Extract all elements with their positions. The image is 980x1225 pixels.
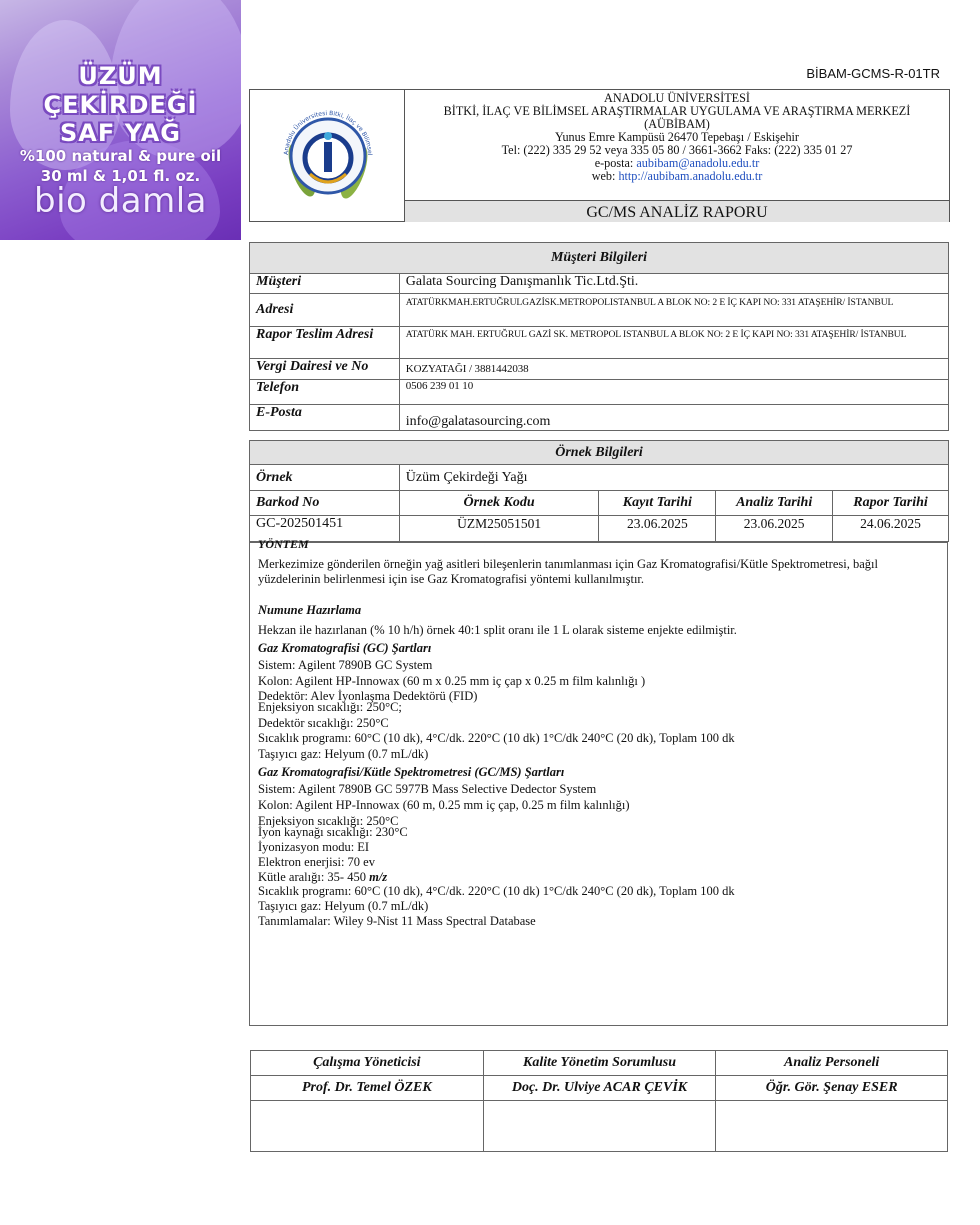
aubibam-logo-icon: [250, 90, 404, 221]
registration-date-value: 23.06.2025: [599, 516, 716, 542]
analysis-date-header: Analiz Tarihi: [716, 491, 833, 516]
customer-section-title: Müşteri Bilgileri: [250, 243, 949, 274]
customer-label: Müşteri: [250, 274, 400, 294]
barcode-value: GC-202501451: [250, 516, 400, 542]
method-intro-2: yüzdelerinin belirlenmesi için ise Gaz Kromatografisi yöntemi kullanılmıştır.: [258, 572, 645, 586]
gcms-line: Elektron enerjisi: 70 ev: [258, 855, 375, 869]
tax-office-label: Vergi Dairesi ve No: [250, 359, 400, 380]
institution-logo: [250, 90, 405, 221]
document-code: BİBAM-GCMS-R-01TR: [806, 66, 940, 81]
email-value: info@galatasourcing.com: [399, 405, 948, 431]
name-study-manager: Prof. Dr. Temel ÖZEK: [251, 1076, 484, 1101]
prep-title: Numune Hazırlama: [258, 603, 362, 617]
gcms-line: İyon kaynağı sıcaklığı: 230°C: [258, 825, 408, 839]
sample-value: Üzüm Çekirdeği Yağı: [399, 465, 948, 491]
phone-value: 0506 239 01 10: [399, 380, 948, 405]
gcms-line: Tanımlamalar: Wiley 9-Nist 11 Mass Spectral Database: [258, 914, 536, 928]
name-analysis-staff: Öğr. Gör. Şenay ESER: [716, 1076, 948, 1101]
email-label: E-Posta: [250, 405, 400, 431]
badge-line-5: 30 ml & 1,01 fl. oz.: [40, 167, 201, 185]
badge-line-2: ÇEKİRDEĞİ: [43, 91, 198, 119]
barcode-header: Barkod No: [250, 491, 400, 516]
customer-info-table: [249, 242, 949, 431]
gc-line: Enjeksiyon sıcaklığı: 250°C;: [258, 700, 402, 714]
mz-unit: m/z: [369, 870, 388, 884]
customer-value: Galata Sourcing Danışmanlık Tic.Ltd.Şti.: [399, 274, 948, 294]
inst-email-row: e-posta: aubibam@anadolu.edu.tr: [594, 156, 760, 170]
badge-line-1: ÜZÜM: [78, 62, 163, 90]
gcms-line: Sıcaklık programı: 60°C (10 dk), 4°C/dk. 220°C (10 dk) 1°C/dk 240°C (20 dk), Toplam 100 dk: [258, 884, 735, 898]
svg-text:Anadolu Üniversitesi Bitki, İl: Anadolu Üniversitesi Bitki, İlaç ve Bilimsel: [282, 109, 374, 156]
gcms-line: İyonizasyon modu: EI: [258, 840, 370, 854]
gcms-mass-range-line: Kütle aralığı: 35- 450 m/z: [258, 870, 388, 884]
gc-line: Taşıyıcı gaz: Helyum (0.7 mL/dk): [258, 747, 429, 761]
tax-office-value: KOZYATAĞI / 3881442038: [399, 359, 948, 380]
report-title: GC/MS ANALİZ RAPORU: [405, 200, 949, 222]
gcms-title: Gaz Kromatografisi/Kütle Spektrometresi (GC/MS) Şartları: [258, 765, 565, 779]
signature-cell: [483, 1101, 716, 1152]
inst-web-row: web: http://aubibam.anadolu.edu.tr: [591, 169, 763, 183]
institution-email-link[interactable]: aubibam@anadolu.edu.tr: [636, 156, 760, 170]
inst-line-2: BİTKİ, İLAÇ VE BİLİMSEL ARAŞTIRMALAR UYGULAMA VE ARAŞTIRMA MERKEZİ: [443, 104, 911, 118]
registration-date-header: Kayıt Tarihi: [599, 491, 716, 516]
address-value: ATATÜRKMAH.ERTUĞRULGAZİSK.METROPOLISTANBUL A BLOK NO: 2 E İÇ KAPI NO: 331 ATAŞEHİR/ İSTANBUL: [399, 294, 948, 327]
badge-line-4: %100 natural & pure oil: [19, 147, 222, 165]
method-section: [249, 537, 948, 1026]
sample-label: Örnek: [250, 465, 400, 491]
signature-cell: [716, 1101, 948, 1152]
delivery-address-label: Rapor Teslim Adresi: [250, 327, 400, 359]
sample-code-value: ÜZM25051501: [399, 516, 599, 542]
signature-cell: [251, 1101, 484, 1152]
sample-info-table: [249, 440, 949, 542]
method-intro-1: Merkezimize gönderilen örneğin yağ asitleri bileşenlerin tanımlanması için Gaz Kromatografisi/Kütle Spektrometresi, bağıl: [258, 557, 878, 571]
phone-label: Telefon: [250, 380, 400, 405]
analysis-date-value: 23.06.2025: [716, 516, 833, 542]
gc-line: Dedektör sıcaklığı: 250°C: [258, 716, 389, 730]
report-date-header: Rapor Tarihi: [833, 491, 949, 516]
badge-brand: bio damla: [34, 181, 207, 221]
inst-line-5: Tel: (222) 335 29 52 veya 335 05 80 / 3661-3662 Faks: (222) 335 01 27: [501, 143, 853, 157]
badge-line-3: SAF YAĞ: [60, 119, 181, 147]
gc-line: Kolon: Agilent HP-Innowax (60 m x 0.25 mm iç çap x 0.25 m film kalınlığı ): [258, 674, 646, 688]
name-quality-manager: Doç. Dr. Ulviye ACAR ÇEVİK: [483, 1076, 716, 1101]
role-analysis-staff: Analiz Personeli: [716, 1051, 948, 1076]
method-title: YÖNTEM: [258, 537, 309, 551]
gcms-line: Taşıyıcı gaz: Helyum (0.7 mL/dk): [258, 899, 429, 913]
sample-section-title: Örnek Bilgileri: [250, 441, 949, 465]
product-badge: [0, 0, 241, 240]
gcms-line: Enjeksiyon sıcaklığı: 250°C: [258, 814, 399, 828]
inst-line-1: ANADOLU ÜNİVERSİTESİ: [604, 91, 750, 105]
sample-code-header: Örnek Kodu: [399, 491, 599, 516]
gc-title: Gaz Kromatografisi (GC) Şartları: [258, 641, 432, 655]
institution-web-link[interactable]: http://aubibam.anadolu.edu.tr: [618, 169, 763, 183]
role-quality-manager: Kalite Yönetim Sorumlusu: [483, 1051, 716, 1076]
gc-line: Sistem: Agilent 7890B GC System: [258, 658, 433, 672]
gcms-line: Sistem: Agilent 7890B GC 5977B Mass Selective Dedector System: [258, 782, 597, 796]
signature-table: [250, 1050, 948, 1152]
address-label: Adresi: [250, 294, 400, 327]
gcms-line: Kolon: Agilent HP-Innowax (60 m, 0.25 mm iç çap, 0.25 m film kalınlığı): [258, 798, 630, 812]
prep-text: Hekzan ile hazırlanan (% 10 h/h) örnek 40:1 split oranı ile 1 L olarak sisteme enjekte edilmiştir.: [258, 623, 737, 637]
inst-line-3: (AÜBİBAM): [644, 117, 710, 131]
report-date-value: 24.06.2025: [833, 516, 949, 542]
gc-line: Dedektör: Alev İyonlaşma Dedektörü (FID): [258, 689, 478, 703]
inst-line-4: Yunus Emre Kampüsü 26470 Tepebaşı / Eskişehir: [555, 130, 799, 144]
gc-line: Sıcaklık programı: 60°C (10 dk), 4°C/dk. 220°C (10 dk) 1°C/dk 240°C (20 dk), Toplam 100 dk: [258, 731, 735, 745]
role-study-manager: Çalışma Yöneticisi: [251, 1051, 484, 1076]
delivery-address-value: ATATÜRK MAH. ERTUĞRUL GAZİ SK. METROPOL ISTANBUL A BLOK NO: 2 E İÇ KAPI NO: 331 ATAŞEHİR/ İSTANBUL: [399, 327, 948, 359]
report-header: [249, 89, 950, 222]
institution-info: [405, 90, 949, 203]
